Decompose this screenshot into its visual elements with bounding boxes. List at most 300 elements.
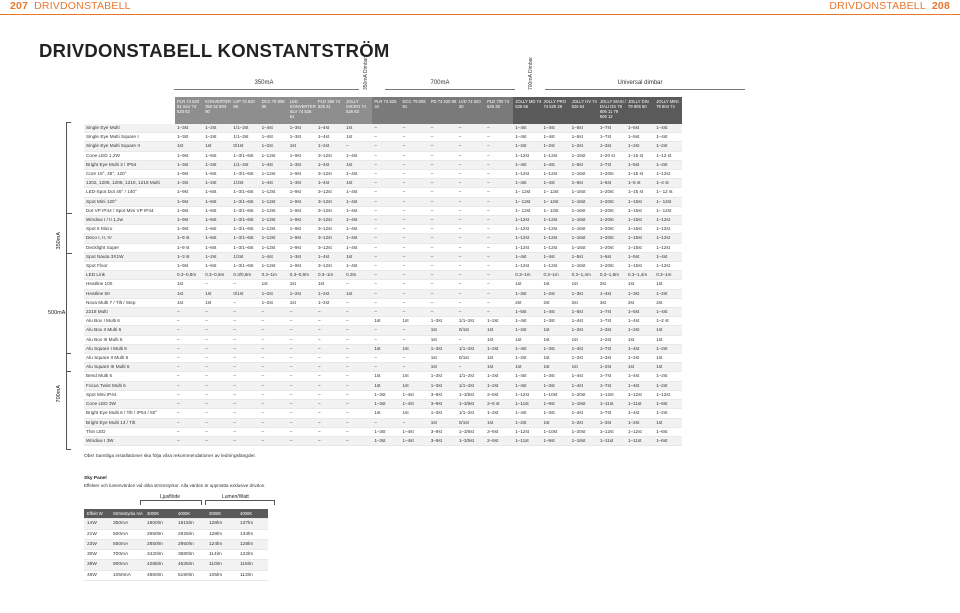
table-cell: 1–12st [513, 390, 541, 399]
table-cell: 1–20st [598, 234, 626, 243]
table-cell: 1–9st [288, 243, 316, 252]
table-cell: 1–15st [626, 262, 654, 271]
table-cell: 1st [372, 344, 400, 353]
table-cell: 1–15st [570, 151, 598, 160]
table-cell: – [485, 271, 513, 280]
table-row [84, 151, 682, 160]
table-cell: 1–7st [598, 160, 626, 169]
table-cell: – [231, 280, 259, 289]
table-row [84, 271, 682, 280]
column-header: LVD 74 520 30 [457, 97, 485, 124]
table-cell: 1–5st [570, 124, 598, 133]
table-cell: 1st [316, 280, 344, 289]
table-cell: – [288, 381, 316, 390]
table-cell: – [372, 243, 400, 252]
table-cell: 1–4st [654, 124, 682, 133]
table-cell: – [401, 216, 429, 225]
table-cell: 1–12st [260, 206, 288, 215]
table-cell: 1–9st [288, 206, 316, 215]
sky-table-cell: 900mA [110, 560, 144, 570]
table-cell: 1–4st [260, 179, 288, 188]
table-cell: 2st [626, 298, 654, 307]
table-cell: 3–12st [316, 216, 344, 225]
table-cell: 1–2st [485, 381, 513, 390]
table-cell: 1–20st [598, 216, 626, 225]
table-cell: 0.3–0,5m [203, 271, 231, 280]
table-cell: – [344, 280, 372, 289]
table-cell: – [288, 409, 316, 418]
table-cell: – [231, 436, 259, 445]
table-cell: 1–9st [288, 262, 316, 271]
table-cell: – [457, 234, 485, 243]
table-cell: 1st [570, 335, 598, 344]
table-cell: – [260, 344, 288, 353]
table-cell: 1–6st [203, 234, 231, 243]
table-cell: – [372, 142, 400, 151]
table-cell: 1st [203, 142, 231, 151]
table-cell: – [485, 225, 513, 234]
table-cell: – [372, 280, 400, 289]
table-cell: – [485, 308, 513, 317]
table-cell: – [401, 418, 429, 427]
table-cell: 1–16st [570, 197, 598, 206]
table-row [84, 390, 682, 399]
table-cell: 1–12st [260, 216, 288, 225]
sky-table-cell: 350mA [110, 519, 144, 529]
table-cell: 1st [654, 354, 682, 363]
sky-table-header [84, 509, 268, 519]
table-cell: 1st [203, 289, 231, 298]
table-cell: 1–16st [570, 262, 598, 271]
table-cell: – [429, 271, 457, 280]
table-cell: – [316, 418, 344, 427]
footnote: Obs! Samtliga installationer ska följa våra rekommendationer av ledningslängder. [84, 454, 256, 459]
row-label: Spot Mini IP44 [84, 390, 175, 399]
table-row [84, 280, 682, 289]
table-cell: – [175, 409, 203, 418]
table-cell: 1–15 st [626, 151, 654, 160]
table-cell: – [203, 326, 231, 335]
table-cell: 1–3st [598, 326, 626, 335]
table-cell: 1–3st [175, 133, 203, 142]
table-cell: – [316, 409, 344, 418]
table-cell: 3–12st [316, 225, 344, 234]
table-cell: – [401, 179, 429, 188]
table-cell: 1/1–2st [457, 372, 485, 381]
table-cell: 1–4st [541, 308, 569, 317]
table-cell: 1–12st [513, 234, 541, 243]
table-cell: 1–3st [372, 436, 400, 445]
table-cell: 1–10st [541, 390, 569, 399]
table-cell: – [485, 170, 513, 179]
column-header: DCC 79 806 90 [260, 97, 288, 124]
sky-table-cell: 4860lm [144, 570, 175, 580]
table-cell: 1st [429, 326, 457, 335]
table-cell: 1–9st [175, 188, 203, 197]
table-cell: – [485, 289, 513, 298]
table-cell: – [401, 197, 429, 206]
table-row [84, 308, 682, 317]
row-label: Bright Eye Multi 6 / Tilt / IP54 / 60° [84, 409, 175, 418]
table-cell: – [344, 400, 372, 409]
table-cell: – [231, 427, 259, 436]
group-350ma-line [174, 89, 359, 90]
sky-panel-title: Sky Panel [84, 476, 107, 481]
table-cell: – [260, 308, 288, 317]
table-row [84, 289, 682, 298]
table-cell: 1–12st [260, 170, 288, 179]
table-row [84, 298, 682, 307]
table-cell: – [457, 197, 485, 206]
table-cell: 1–2st [203, 124, 231, 133]
row-label: Heatline 100 [84, 280, 175, 289]
table-cell: – [288, 436, 316, 445]
group-universal: Universal dimbar [617, 80, 663, 86]
table-cell: 1–3st [429, 344, 457, 353]
side-label-700ma: 700mA [56, 385, 62, 403]
sky-table-cell: 128lm [206, 519, 237, 529]
table-cell: 0.3–1m [260, 271, 288, 280]
row-label: Core 15°, 45°, 120° [84, 170, 175, 179]
table-cell: – [429, 206, 457, 215]
table-cell: – [429, 197, 457, 206]
table-cell: – [485, 160, 513, 169]
sky-bracket-flux [140, 500, 202, 505]
table-cell: 1–2st [570, 326, 598, 335]
table-cell: – [316, 436, 344, 445]
table-cell: 1–20st [570, 390, 598, 399]
table-cell: 1st [541, 354, 569, 363]
table-cell: 1–2st [485, 372, 513, 381]
table-cell: – [401, 206, 429, 215]
table-cell: – [316, 363, 344, 372]
table-cell: 1st [175, 289, 203, 298]
row-label: LED Link [84, 271, 175, 280]
sky-table-row [84, 560, 268, 570]
table-cell: 1st [541, 280, 569, 289]
table-row [84, 400, 682, 409]
table-cell: – [288, 344, 316, 353]
table-cell: 1–2st [203, 160, 231, 169]
table-cell: – [175, 354, 203, 363]
table-row [84, 133, 682, 142]
table-cell: 1–6st [203, 206, 231, 215]
group-350ma-dimbar: 350mA Dimbar [363, 56, 369, 90]
table-cell: 1–4st [570, 317, 598, 326]
table-cell: 1st [654, 280, 682, 289]
table-cell: 1–5st [570, 179, 598, 188]
table-cell: – [485, 142, 513, 151]
table-cell: 1–12st [598, 390, 626, 399]
table-cell: 1–6st [203, 188, 231, 197]
sky-column-header: 3000K [206, 509, 237, 519]
table-cell: – [457, 179, 485, 188]
table-cell: 1–3st [541, 344, 569, 353]
table-cell: – [401, 234, 429, 243]
table-cell: – [288, 427, 316, 436]
table-cell: 1–12st [260, 262, 288, 271]
table-cell: 2–6st [485, 436, 513, 445]
table-cell: 1–6st [203, 243, 231, 252]
table-cell: 1–9st [288, 216, 316, 225]
table-cell: – [457, 225, 485, 234]
sky-table-cell: 116lm [237, 560, 268, 570]
sky-table-cell: 1915lm [175, 519, 206, 529]
table-cell: 1–11st [626, 400, 654, 409]
side-label-500ma: 500mA [48, 310, 66, 316]
table-cell: 1–2st [541, 289, 569, 298]
table-cell: 3–9st [429, 427, 457, 436]
table-cell: 1st [429, 363, 457, 372]
table-row [84, 409, 682, 418]
table-cell: 1–12st [541, 225, 569, 234]
table-cell: 1–4st [260, 160, 288, 169]
header-corner [84, 97, 175, 124]
sky-table-cell: 1050mA [110, 570, 144, 580]
table-cell: – [372, 363, 400, 372]
table-cell: – [457, 289, 485, 298]
table-cell: 1–9st [288, 234, 316, 243]
table-cell: 1st [344, 252, 372, 261]
table-cell: – [401, 252, 429, 261]
table-cell: 1st [513, 363, 541, 372]
table-cell: – [372, 326, 400, 335]
table-cell: – [260, 326, 288, 335]
table-cell: 1–12st [513, 216, 541, 225]
row-label: Window I 3W [84, 436, 175, 445]
table-cell: 1–7st [598, 381, 626, 390]
table-cell: 1–3/1–6st [231, 197, 259, 206]
table-cell: – [457, 142, 485, 151]
row-label: Single Eye Multi Square II [84, 142, 175, 151]
table-cell: 1–2st [260, 298, 288, 307]
table-cell: – [175, 390, 203, 399]
table-cell: – [485, 124, 513, 133]
table-cell: 1st [429, 335, 457, 344]
row-label: Spot Mini 120° [84, 197, 175, 206]
table-cell: 1st [401, 317, 429, 326]
table-cell: 1–9st [175, 262, 203, 271]
table-cell: 1st [541, 326, 569, 335]
table-cell: 1–5st [626, 252, 654, 261]
table-cell: 1–6st [598, 179, 626, 188]
table-cell: 1–4st [316, 179, 344, 188]
column-header: JOLLY MAXI / DALI DS 79 806 11 79 806 12 [598, 97, 626, 124]
table-cell: 1–12st [513, 243, 541, 252]
table-cell: 1–3/1–6st [231, 216, 259, 225]
table-cell: – [260, 400, 288, 409]
table-row [84, 335, 682, 344]
table-cell: 1– 12st [513, 188, 541, 197]
table-cell: 1–3st [429, 409, 457, 418]
table-cell: 1–3st [372, 390, 400, 399]
table-row [84, 381, 682, 390]
table-cell: – [344, 298, 372, 307]
table-cell: 1–4st [626, 409, 654, 418]
row-label: Alu Box I Multi 6 [84, 317, 175, 326]
table-cell: – [231, 298, 259, 307]
table-cell: 1–4st [513, 372, 541, 381]
table-cell: 1st [344, 179, 372, 188]
table-cell: – [316, 381, 344, 390]
table-cell: 1–2st [203, 252, 231, 261]
table-cell: 1–9st [288, 225, 316, 234]
table-cell: 1–12st [541, 243, 569, 252]
table-cell: 1–16st [570, 234, 598, 243]
table-cell: 1–7st [598, 317, 626, 326]
table-cell: 0.3m [344, 271, 372, 280]
table-row [84, 216, 682, 225]
table-cell: 1–3st [598, 418, 626, 427]
table-cell: – [457, 133, 485, 142]
table-cell: 1–3/1–6st [231, 151, 259, 160]
table-cell: – [457, 271, 485, 280]
table-cell: – [344, 363, 372, 372]
table-cell: – [401, 262, 429, 271]
table-cell: 1–4st [541, 160, 569, 169]
table-cell: – [260, 418, 288, 427]
row-label: Single Eye Multi Square I [84, 133, 175, 142]
table-cell: – [401, 335, 429, 344]
table-cell: 1–12st [513, 427, 541, 436]
bracket-350ma-top [66, 213, 72, 214]
sky-table-cell: 3420lm [144, 550, 175, 560]
table-cell: – [372, 188, 400, 197]
table-cell: 1–4st [344, 216, 372, 225]
table-cell: – [485, 197, 513, 206]
row-label: Bend Multi 6 [84, 372, 175, 381]
table-cell: – [485, 216, 513, 225]
table-cell: 1–11st [598, 400, 626, 409]
table-cell: 1–3st [513, 289, 541, 298]
table-cell: 1st [541, 335, 569, 344]
table-cell: – [203, 436, 231, 445]
table-cell: 1– 12 st [654, 188, 682, 197]
table-cell: 1–9st [288, 188, 316, 197]
table-cell: – [260, 317, 288, 326]
sky-table-cell: 39W [84, 560, 110, 570]
row-label: Alu Square III Multi 6 [84, 363, 175, 372]
table-cell: – [316, 335, 344, 344]
table-cell: – [429, 298, 457, 307]
table-cell: – [401, 133, 429, 142]
table-cell: 1–4st [513, 344, 541, 353]
table-cell: 1–15st [626, 197, 654, 206]
table-row [84, 160, 682, 169]
table-cell: 1st [288, 142, 316, 151]
sky-table-cell: 2650lm [144, 529, 175, 539]
table-cell: – [429, 170, 457, 179]
sky-column-header: 4000K [237, 509, 268, 519]
driver-table-header [84, 97, 682, 124]
header-rule [0, 14, 960, 15]
table-cell: 3–9st [429, 436, 457, 445]
table-cell: 1–3st [372, 400, 400, 409]
table-cell: 1–4st [344, 234, 372, 243]
table-cell: – [372, 216, 400, 225]
table-cell: 1–2st [654, 409, 682, 418]
table-cell: – [372, 225, 400, 234]
table-cell: – [372, 335, 400, 344]
table-cell: – [203, 418, 231, 427]
table-cell: 1st [654, 326, 682, 335]
table-cell: 0.3–0,8m [175, 271, 203, 280]
table-cell: 1–2st [513, 418, 541, 427]
table-cell: – [401, 271, 429, 280]
table-cell: 1–4st [260, 133, 288, 142]
table-row [84, 372, 682, 381]
sky-table-cell: 113lm [237, 570, 268, 580]
row-label: Focus Twist Multi 6 [84, 381, 175, 390]
table-cell: 1–12st [626, 427, 654, 436]
table-cell: 1–12st [260, 197, 288, 206]
table-cell: – [175, 308, 203, 317]
table-cell: 1–12st [513, 225, 541, 234]
table-cell: 1–20st [598, 243, 626, 252]
table-cell: 1–12st [654, 234, 682, 243]
table-cell: – [344, 409, 372, 418]
driver-table [84, 97, 682, 446]
table-cell: – [485, 280, 513, 289]
row-label: Bright Eye Multi 13 / Tilt [84, 418, 175, 427]
table-cell: 0/1st [231, 289, 259, 298]
sky-column-header: Effekt W [84, 509, 110, 519]
table-cell: 1–4st [344, 188, 372, 197]
table-cell: – [401, 243, 429, 252]
table-cell: – [344, 344, 372, 353]
table-cell: 1–2st [654, 142, 682, 151]
column-header: JOLLY MD 74 526 66 [513, 97, 541, 124]
row-label: Spot Nauta 3X1W [84, 252, 175, 261]
table-cell: – [401, 142, 429, 151]
sky-table-cell: 114lm [206, 550, 237, 560]
table-cell: – [344, 317, 372, 326]
table-cell: 3–12st [316, 151, 344, 160]
table-cell: 1st [485, 335, 513, 344]
table-cell: – [485, 206, 513, 215]
sky-panel-table [84, 509, 268, 581]
table-cell: – [401, 280, 429, 289]
table-cell: – [429, 188, 457, 197]
table-cell: – [457, 160, 485, 169]
table-cell: – [372, 234, 400, 243]
sky-table-cell: 134lm [237, 529, 268, 539]
table-cell: 1–4st [344, 206, 372, 215]
table-cell: – [429, 133, 457, 142]
table-cell: – [288, 400, 316, 409]
table-cell: 1–2st [626, 142, 654, 151]
table-cell: 1–7st [598, 372, 626, 381]
page-header [0, 0, 960, 14]
table-cell: 1–4st [541, 179, 569, 188]
sky-table-cell: 2825lm [175, 529, 206, 539]
table-cell: 2st [513, 298, 541, 307]
table-cell: – [344, 142, 372, 151]
table-cell: – [203, 335, 231, 344]
sky-table-row [84, 539, 268, 549]
sky-table-row [84, 570, 268, 580]
group-350ma: 350mA [254, 80, 274, 86]
table-cell: 2–6st [485, 390, 513, 399]
table-cell: 1–16st [570, 206, 598, 215]
table-cell: 1–2st [626, 354, 654, 363]
table-cell: 1–15 st [626, 188, 654, 197]
table-cell: – [175, 427, 203, 436]
table-cell: 1–2st [654, 372, 682, 381]
sky-table-cell: 137lm [237, 519, 268, 529]
table-cell: 2st [598, 280, 626, 289]
table-cell: – [175, 363, 203, 372]
